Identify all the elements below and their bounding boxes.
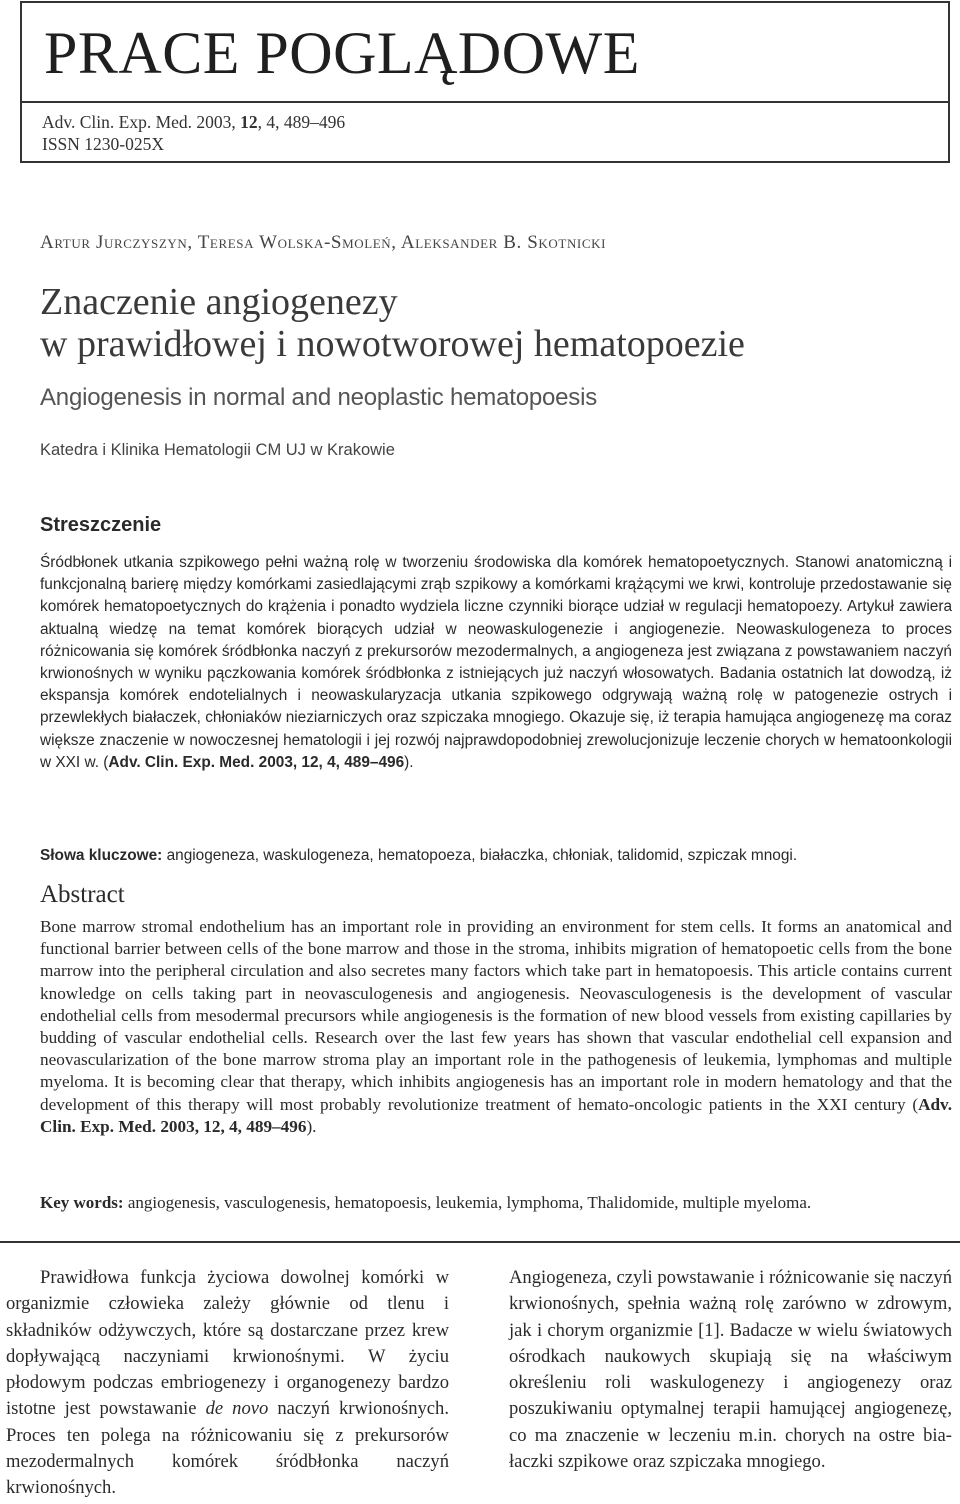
abstract-close: ). <box>306 1116 317 1136</box>
keywords-pl-text: angiogeneza, waskulogeneza, hematopoeza, białaczka, chłoniak, talidomid, szpiczak mnogi. <box>162 847 798 864</box>
keywords-pl <box>40 845 952 867</box>
citation-prefix: Adv. Clin. Exp. Med. 2003, <box>42 112 241 132</box>
section-divider <box>0 1241 960 1243</box>
header-box <box>20 1 950 163</box>
abstract-citation: Adv. Clin. Exp. Med. 2003, 12, 4, 489–496 <box>40 1094 952 1136</box>
title-pl-line1: Znaczenie angiogenezy <box>40 281 398 323</box>
streszczenie-citation: Adv. Clin. Exp. Med. 2003, 12, 4, 489–496 <box>108 753 405 771</box>
citation-suffix: , 4, 489–496 <box>257 112 346 132</box>
section-title-bar <box>22 3 948 103</box>
streszczenie-heading: Streszczenie <box>40 514 162 536</box>
keywords-en-label: Key words: <box>40 1193 124 1212</box>
keywords-pl-label: Słowa kluczowe: <box>40 847 163 864</box>
body-column-right: Angiogeneza, czyli powstawanie i różnicowanie się naczyń krwionośnych, spełnia ważną rolę zarówno w zdrowym, jak i chorym organizmie [1]. Badacze w wielu światowych ośrodkach naukowych skupiają się na właściwym określeniu roli waskulogenezy i angiogenezy oraz poszukiwaniu optymalnej terapii hamującej angiogenezę, co ma znaczenie w leczeniu m.in. chorych na ostre białaczki szpikowe oraz szpiczaka mnogiego. <box>509 1267 952 1473</box>
streszczenie-body-text: Śródbłonek utkania szpikowego pełni ważną rolę w tworzeniu środowiska dla komórek hematopoetycznych. Stanowi anatomiczną i funkcjonalną barierę między komórkami zasiedlającymi zrąb szpikowy a komórkami krążącymi we krwi, kontroluje przedostawanie się komórek hematopoetycznych do krążenia i ponadto wydziela liczne czynniki biorące udział w regulacji hematopoezy. Artykuł zawiera aktualną wiedzę na temat komórek biorących udział w neowaskulogenezie i angiogenezie. Neowaskulogeneza to proces różnicowania się komórek śródbłonka naczyń z prekursorów mezodermalnych, a angiogeneza jest związana z powstawaniem naczyń krwionośnych w wyniku pączkowania komórek śródbłonka z istniejących już naczyń włosowatych. Badania ostatnich lat dowodzą, iż ekspansja komórek endotelialnych i neowaskularyzacja utkania szpikowego odgrywają ważną rolę w patogenezie ostrych i przewlekłych białaczek, chłoniaków nieziarniczych oraz szpiczaka mnogiego. Okazuje się, iż terapia hamująca angiogenezę ma coraz większe znaczenie w nowoczesnej hematologii i jej rozwój najprawdopodobniej zrewolucjonizuje leczenie chorych w hematoonkologii w XXI w. ( <box>40 554 952 771</box>
keywords-en <box>40 1192 952 1214</box>
citation-volume: 12 <box>240 112 258 132</box>
body-left-part1: Prawidłowa funkcja życiowa dowolnej komórki w organizmie człowieka zależy głównie od tlenu i składników odżywczych, które są dostarczane przez krew dopływającą naczyniami krwionośnymi. W życiu płodowym podczas embriogenezy i organogenezy bardzo istotne jest powstawanie <box>6 1267 449 1420</box>
citation-line <box>42 111 948 133</box>
title-pl-line2: w prawidłowej i nowotworowej hematopoezie <box>40 323 745 365</box>
affiliation: Katedra i Klinika Hematologii CM UJ w Krakowie <box>40 441 395 459</box>
issn-line: ISSN 1230-025X <box>42 134 165 154</box>
article-title-pl <box>40 281 745 365</box>
body-column-left <box>6 1265 449 1502</box>
section-title: PRACE POGLĄDOWE <box>44 20 640 86</box>
streszczenie-text <box>40 552 952 774</box>
abstract-heading: Abstract <box>40 881 125 908</box>
streszczenie-close: ). <box>404 753 414 771</box>
body-left-italic: de novo <box>205 1398 269 1420</box>
body-left-part2: naczyń krwionośnych. Proces ten polega na różnicowaniu się z prekursorów mezodermalnych komórek śródbłonka naczyń krwionośnych. <box>6 1398 450 1499</box>
abstract-body-text: Bone marrow stromal endothelium has an important role in providing an environment for stem cells. It forms an anatomical and functional barrier between cells of the bone marrow and those in the stroma, inhibits migration of hematopoetic cells from the bone marrow into the peripheral circulation and also secretes many factors which take part in hematopoesis. This article contains current knowledge on cells taking part in neovasculogenesis and angiogenesis. Neovasculogenesis is the development of vascular endothelial cells from mesodermal precursors while angiogenesis is the formation of new blood vessels from existing capillaries by budding of vascular endothelial cells. Research over the last few years has shown that vascular endothelial cell expansion and neovascularization of the bone marrow stroma play an important role in the pathogenesis of leukemia, lymphomas and multiple myeloma. It is becoming clear that therapy, which inhibits angiogenesis has an important role in modern hematology and that the development of this therapy will most probably revolutionize treatment of hemato-oncologic patients in the XXI century ( <box>40 917 952 1114</box>
abstract-text <box>40 916 952 1138</box>
journal-info <box>22 103 948 161</box>
article-title-en: Angiogenesis in normal and neoplastic hematopoesis <box>40 384 598 411</box>
keywords-en-text: angiogenesis, vasculogenesis, hematopoesis, leukemia, lymphoma, Thalidomide, multiple myeloma. <box>123 1193 812 1212</box>
authors: Artur Jurczyszyn, Teresa Wolska-Smoleń, Aleksander B. Skotnicki <box>40 232 607 253</box>
